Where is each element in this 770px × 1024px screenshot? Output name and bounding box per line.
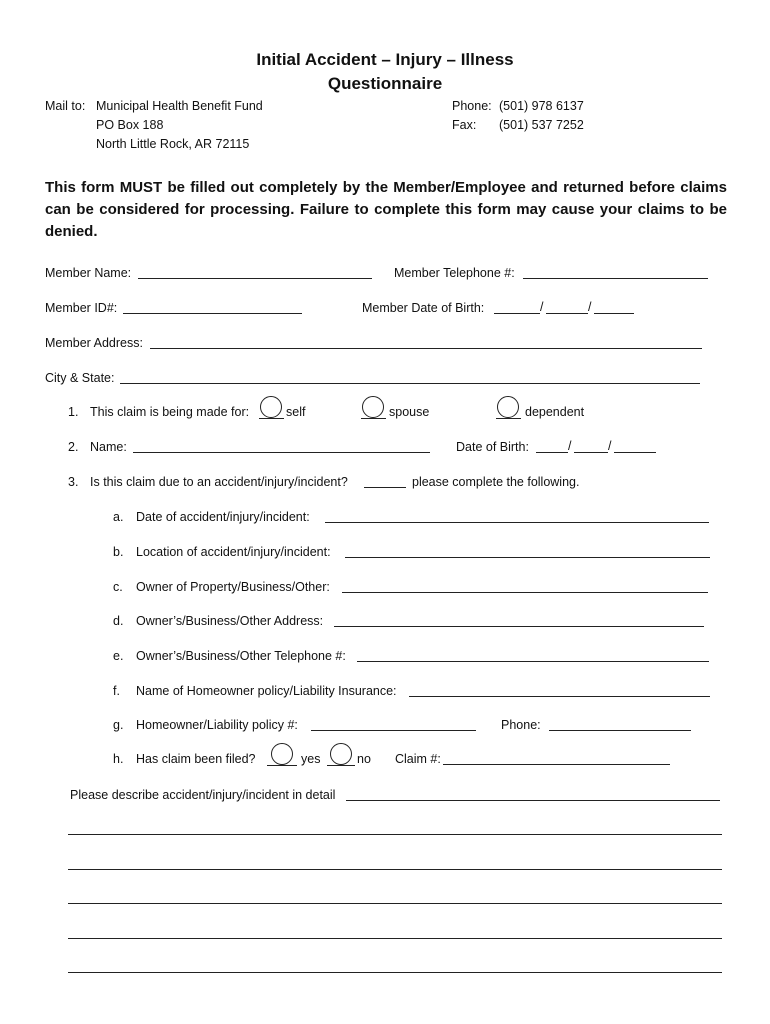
- claim-filed-no-radio[interactable]: [330, 743, 352, 765]
- q2-name-label: Name:: [90, 440, 127, 454]
- q3-suffix: please complete the following.: [412, 475, 580, 489]
- self-radio[interactable]: [260, 396, 282, 418]
- dependent-option-label: dependent: [525, 405, 585, 419]
- q3c-letter: c.: [113, 580, 123, 594]
- notice-text: This form MUST be filled out completely by the Member/Employee and returned before claims can be considered for processing. Failure to complete this form may cause your claims to be denied.: [45, 179, 727, 240]
- q3f-letter: f.: [113, 684, 120, 698]
- describe-field-line[interactable]: [68, 869, 722, 870]
- form-title-line2: Questionnaire: [327, 74, 443, 93]
- form-title-line1: Initial Accident – Injury – Illness: [256, 50, 514, 69]
- q3c-label: Owner of Property/Business/Other:: [136, 580, 330, 594]
- spouse-radio[interactable]: [362, 396, 384, 418]
- claim-number-label: Claim #:: [395, 752, 441, 766]
- g-phone-field[interactable]: [549, 730, 691, 731]
- member-name-field[interactable]: [138, 278, 372, 279]
- q3a-letter: a.: [113, 510, 124, 524]
- member-dob-year-field[interactable]: [594, 313, 634, 314]
- fax-label: Fax:: [452, 118, 477, 132]
- q1-number: 1.: [68, 405, 79, 419]
- accident-location-field[interactable]: [345, 557, 710, 558]
- mail-address-line1: Municipal Health Benefit Fund: [96, 99, 263, 113]
- mail-address-line3: North Little Rock, AR 72115: [96, 137, 250, 151]
- q2-dob-separator: /: [568, 439, 572, 453]
- policy-number-field[interactable]: [311, 730, 476, 731]
- claim-filed-yes-radio[interactable]: [271, 743, 293, 765]
- yes-underline: [267, 765, 297, 766]
- member-id-label: Member ID#:: [45, 301, 118, 315]
- q3h-label: Has claim been filed?: [136, 752, 256, 766]
- mail-address-line2: PO Box 188: [96, 118, 164, 132]
- dependent-underline: [496, 418, 521, 419]
- q3a-label: Date of accident/injury/incident:: [136, 510, 310, 524]
- q1-text: This claim is being made for:: [90, 405, 250, 419]
- describe-field-line[interactable]: [346, 800, 720, 801]
- member-dob-label: Member Date of Birth:: [362, 301, 485, 315]
- q3-text: Is this claim due to an accident/injury/incident?: [90, 475, 348, 489]
- member-dob-separator: /: [588, 300, 592, 314]
- member-telephone-field[interactable]: [523, 278, 708, 279]
- q2-dob-month-field[interactable]: [536, 452, 568, 453]
- q3b-label: Location of accident/injury/incident:: [136, 545, 331, 559]
- q3d-label: Owner’s/Business/Other Address:: [136, 614, 324, 628]
- phone-label: Phone:: [452, 99, 492, 113]
- member-id-field[interactable]: [123, 313, 302, 314]
- owner-address-field[interactable]: [334, 626, 704, 627]
- member-name-label: Member Name:: [45, 266, 132, 280]
- q2-dob-year-field[interactable]: [614, 452, 656, 453]
- describe-field-line[interactable]: [68, 972, 722, 973]
- self-option-label: self: [286, 405, 306, 419]
- property-owner-field[interactable]: [342, 592, 708, 593]
- member-dob-separator: /: [540, 300, 544, 314]
- dependent-radio[interactable]: [497, 396, 519, 418]
- q3b-letter: b.: [113, 545, 124, 559]
- g-phone-label: Phone:: [501, 718, 541, 732]
- q2-name-field[interactable]: [133, 452, 430, 453]
- spouse-underline: [361, 418, 386, 419]
- member-dob-month-field[interactable]: [494, 313, 540, 314]
- accident-date-field[interactable]: [325, 522, 709, 523]
- claim-number-field[interactable]: [443, 764, 670, 765]
- q2-number: 2.: [68, 440, 79, 454]
- q3e-letter: e.: [113, 649, 124, 663]
- q2-dob-label: Date of Birth:: [456, 440, 529, 454]
- spouse-option-label: spouse: [389, 405, 430, 419]
- city-state-label: City & State:: [45, 371, 115, 385]
- q3f-label: Name of Homeowner policy/Liability Insurance:: [136, 684, 397, 698]
- mail-to-label: Mail to:: [45, 99, 86, 113]
- describe-field-line[interactable]: [68, 903, 722, 904]
- claim-filed-no-label: no: [357, 752, 371, 766]
- describe-field-line[interactable]: [68, 834, 722, 835]
- q3g-label: Homeowner/Liability policy #:: [136, 718, 298, 732]
- q3-answer-field[interactable]: [364, 487, 406, 488]
- fax-value: (501) 537 7252: [499, 118, 584, 132]
- q2-dob-separator: /: [608, 439, 612, 453]
- q3d-letter: d.: [113, 614, 124, 628]
- describe-label: Please describe accident/injury/incident in detail: [70, 788, 336, 802]
- city-state-field[interactable]: [120, 383, 700, 384]
- q3h-letter: h.: [113, 752, 124, 766]
- member-dob-day-field[interactable]: [546, 313, 588, 314]
- member-address-label: Member Address:: [45, 336, 143, 350]
- no-underline: [327, 765, 355, 766]
- describe-field-line[interactable]: [68, 938, 722, 939]
- member-telephone-label: Member Telephone #:: [394, 266, 515, 280]
- claim-filed-yes-label: yes: [301, 752, 321, 766]
- self-underline: [259, 418, 284, 419]
- owner-telephone-field[interactable]: [357, 661, 709, 662]
- q3-number: 3.: [68, 475, 79, 489]
- q3e-label: Owner’s/Business/Other Telephone #:: [136, 649, 346, 663]
- member-address-field[interactable]: [150, 348, 702, 349]
- insurance-name-field[interactable]: [409, 696, 710, 697]
- q2-dob-day-field[interactable]: [574, 452, 608, 453]
- phone-value: (501) 978 6137: [499, 99, 584, 113]
- q3g-letter: g.: [113, 718, 124, 732]
